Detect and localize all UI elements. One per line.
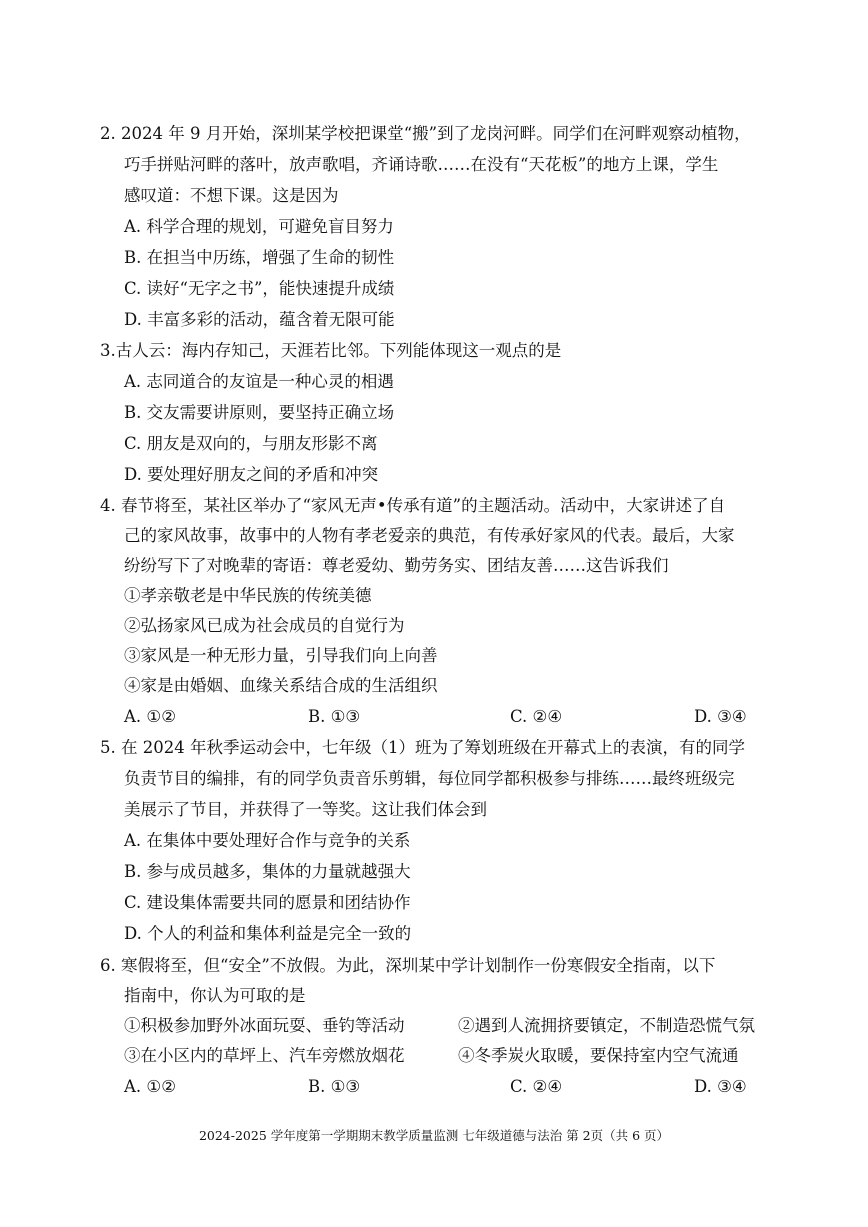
q4-line-2: 己的家风故事，故事中的人物有孝老爱亲的典范，有传承好家风的代表。最后，大家: [124, 526, 735, 545]
q6-statement-3: ③在小区内的草坪上、汽车旁燃放烟花: [124, 1046, 405, 1065]
q4-line-1: 4. 春节将至，某社区举办了“家风无声•传承有道”的主题活动。活动中，大家讲述了自: [100, 496, 726, 515]
q3-option-d: D. 要处理好朋友之间的矛盾和冲突: [124, 465, 379, 484]
q6-choice-d: D. ③④: [694, 1077, 747, 1096]
q5-line-3: 美展示了节目，并获得了一等奖。这让我们体会到: [124, 800, 487, 819]
q2-line-3: 感叹道：不想下课。这是因为: [124, 186, 339, 205]
q6-statement-2: ②遇到人流拥挤要镇定，不制造恐慌气氛: [458, 1016, 755, 1035]
q4-line-3: 纷纷写下了对晚辈的寄语：尊老爱幼、勤劳务实、团结友善……这告诉我们: [124, 556, 669, 575]
q4-statement-1: ①孝亲敬老是中华民族的传统美德: [124, 586, 372, 605]
q4-statement-2: ②弘扬家风已成为社会成员的自觉行为: [124, 616, 405, 635]
q6-line-2: 指南中，你认为可取的是: [124, 986, 306, 1005]
q3-option-c: C. 朋友是双向的，与朋友形影不离: [124, 434, 378, 453]
q2-option-d: D. 丰富多彩的活动，蕴含着无限可能: [124, 310, 395, 329]
q5-option-a: A. 在集体中要处理好合作与竞争的关系: [124, 831, 411, 850]
q2-option-b: B. 在担当中历练，增强了生命的韧性: [124, 248, 395, 267]
q5-line-2: 负责节目的编排，有的同学负责音乐剪辑，每位同学都积极参与排练……最终班级完: [124, 769, 735, 788]
q3-line-1: 3.古人云：海内存知己，天涯若比邻。下列能体现这一观点的是: [100, 341, 562, 360]
q5-option-d: D. 个人的利益和集体利益是完全一致的: [124, 924, 412, 943]
q4-choice-d: D. ③④: [694, 707, 747, 726]
page-footer: 2024-2025 学年度第一学期期末教学质量监测 七年级道德与法治 第 2页（共 6 页）: [198, 1128, 670, 1143]
q4-choice-a: A. ①②: [124, 707, 176, 726]
q2-line-2: 巧手拼贴河畔的落叶，放声歌唱，齐诵诗歌……在没有“天花板”的地方上课，学生: [124, 155, 719, 174]
q4-choice-b: B. ①③: [308, 707, 361, 726]
q6-choice-b: B. ①③: [308, 1077, 361, 1096]
q2-option-a: A. 科学合理的规划，可避免盲目努力: [124, 217, 394, 236]
q5-line-1: 5. 在 2024 年秋季运动会中，七年级（1）班为了筹划班级在开幕式上的表演，有的同学: [100, 738, 745, 757]
q3-option-a: A. 志同道合的友谊是一种心灵的相遇: [124, 372, 394, 391]
q5-option-b: B. 参与成员越多，集体的力量就越强大: [124, 862, 411, 881]
q4-choice-c: C. ②④: [510, 707, 563, 726]
q6-statement-1: ①积极参加野外冰面玩耍、垂钓等活动: [124, 1016, 405, 1035]
q4-statement-3: ③家风是一种无形力量，引导我们向上向善: [124, 646, 438, 665]
q4-statement-4: ④家是由婚姻、血缘关系结合成的生活组织: [124, 676, 438, 695]
q6-line-1: 6. 寒假将至，但“安全”不放假。为此，深圳某中学计划制作一份寒假安全指南，以下: [100, 956, 716, 975]
q3-option-b: B. 交友需要讲原则，要坚持正确立场: [124, 403, 395, 422]
q5-option-c: C. 建设集体需要共同的愿景和团结协作: [124, 893, 411, 912]
q6-choice-c: C. ②④: [510, 1077, 563, 1096]
q6-choice-a: A. ①②: [124, 1077, 176, 1096]
q2-option-c: C. 读好“无字之书”，能快速提升成绩: [124, 279, 395, 298]
q2-line-1: 2. 2024 年 9 月开始，深圳某学校把课堂“搬”到了龙岗河畔。同学们在河畔观察动植物，: [100, 124, 751, 143]
q6-statement-4: ④冬季炭火取暖，要保持室内空气流通: [458, 1046, 739, 1065]
